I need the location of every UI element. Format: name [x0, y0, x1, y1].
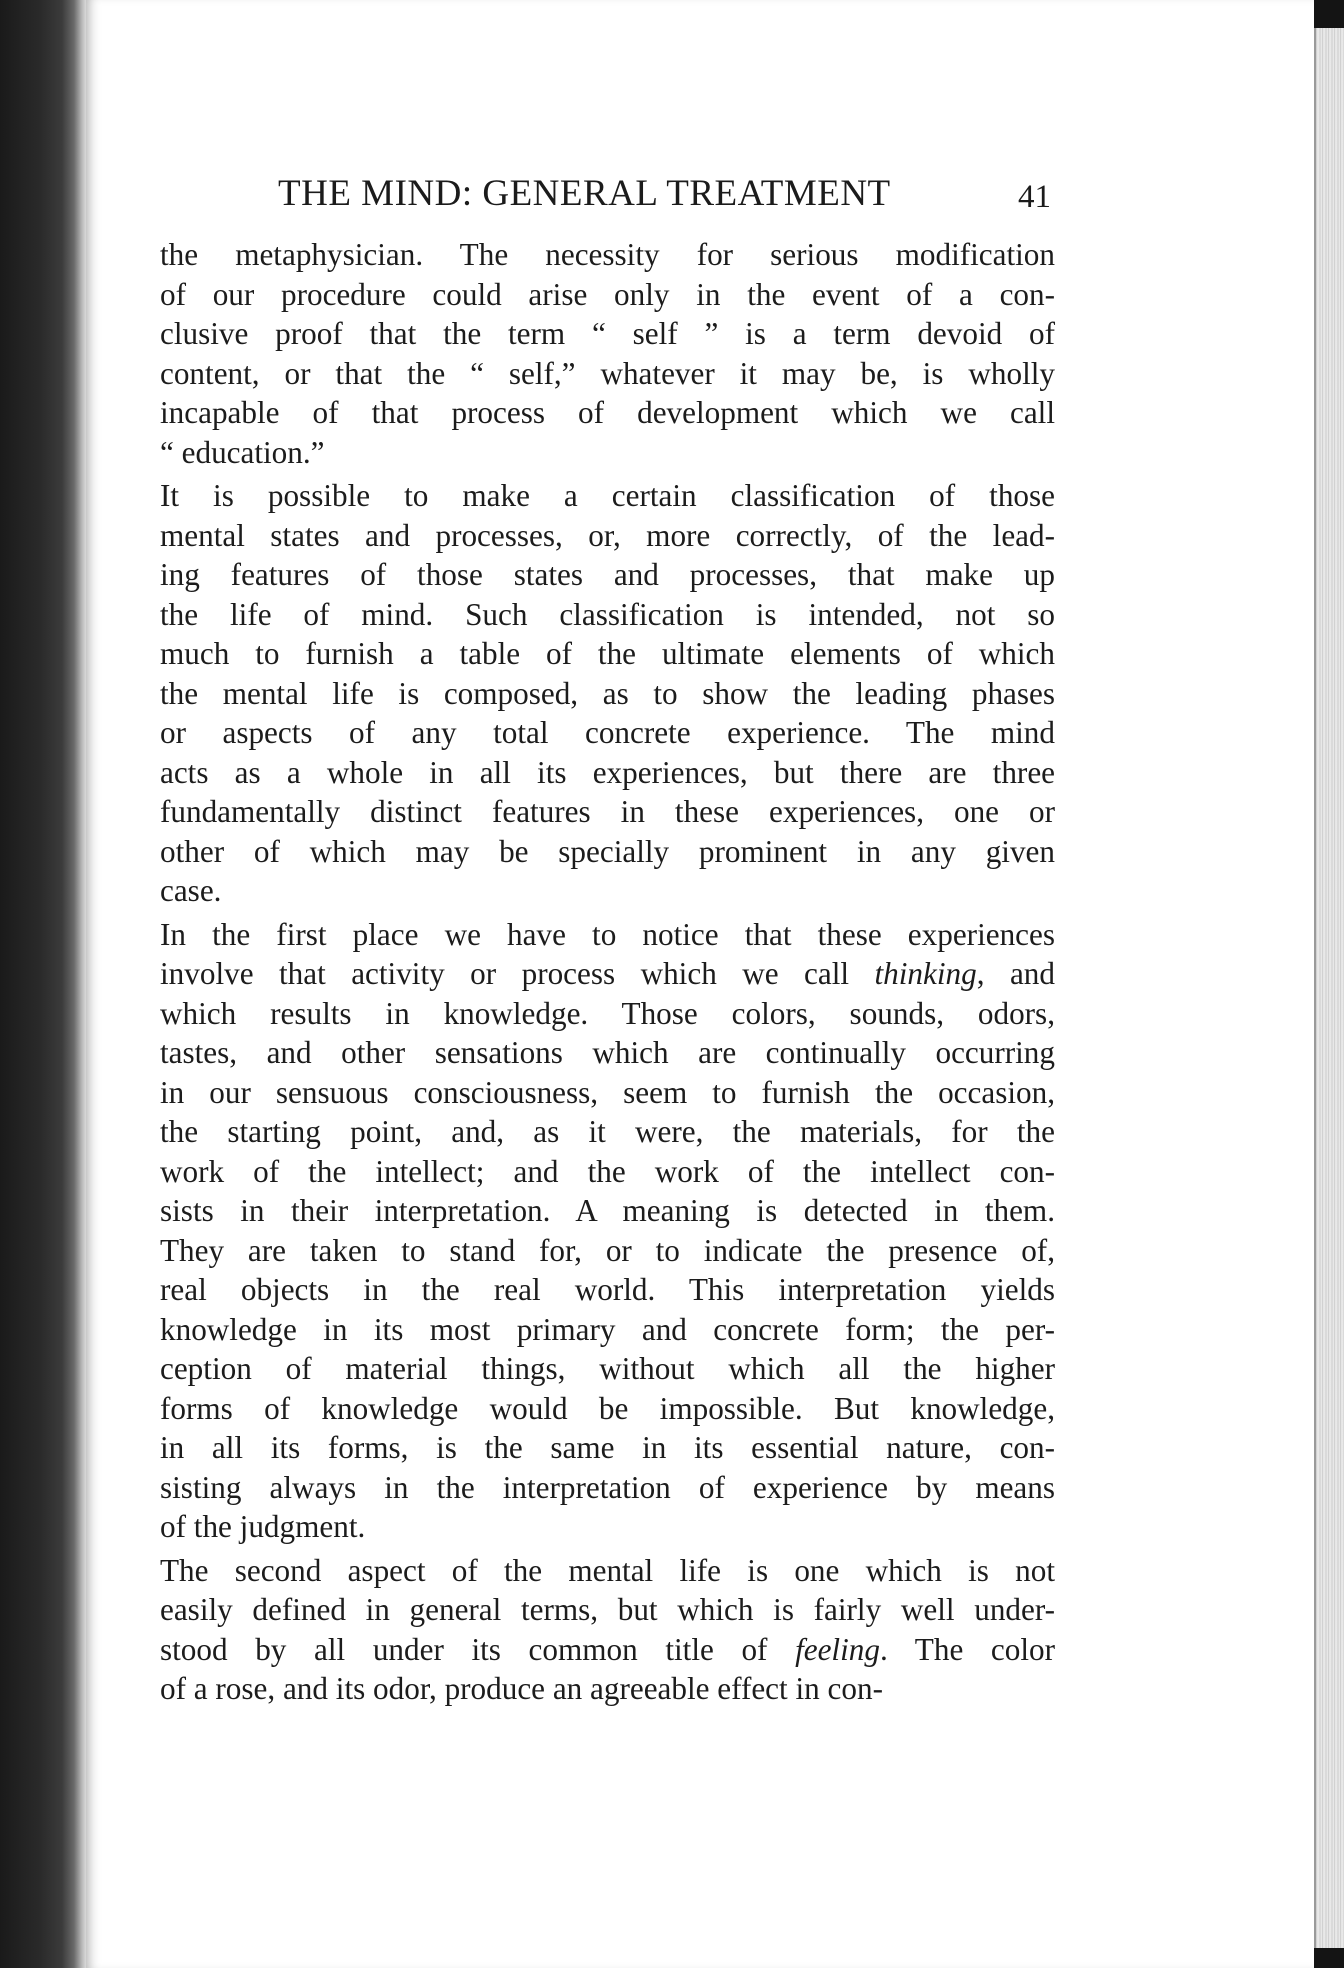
- page-edges: [1314, 28, 1344, 1948]
- text-line: in all its forms, is the same in its essential nature, con-: [160, 1430, 1055, 1465]
- paragraph-3: [160, 915, 1055, 1547]
- text-line: the metaphysician. The necessity for serious modification: [160, 237, 1055, 272]
- text-line: stood by all under its common title of feeling. The color: [160, 1631, 1055, 1667]
- text-line: knowledge in its most primary and concrete form; the per-: [160, 1311, 1055, 1347]
- text-line: ing features of those states and processes, that make up: [160, 557, 1055, 592]
- text-line: in our sensuous consciousness, seem to furnish the occasion,: [160, 1074, 1055, 1110]
- text-line: of a rose, and its odor, produce an agreeable effect in con-: [160, 1671, 883, 1706]
- text-line: the life of mind. Such classification is intended, not so: [160, 596, 1055, 632]
- text-line: work of the intellect; and the work of the intellect con-: [160, 1153, 1055, 1189]
- text-line: fundamentally distinct features in these experiences, one or: [160, 794, 1055, 829]
- text-line: the starting point, and, as it were, the materials, for the: [160, 1114, 1055, 1149]
- text-line: of our procedure could arise only in the event of a con-: [160, 276, 1055, 312]
- text-line: the mental life is composed, as to show the leading phases: [160, 675, 1055, 711]
- running-head: THE MIND: GENERAL TREATMENT: [278, 173, 891, 214]
- text-line: of the judgment.: [160, 1509, 366, 1544]
- text-line: or aspects of any total concrete experience. The mind: [160, 715, 1055, 750]
- page-number: 41: [1018, 179, 1051, 215]
- paragraph-4: [160, 1551, 1055, 1709]
- text-line: much to furnish a table of the ultimate elements of which: [160, 636, 1055, 671]
- text-line: easily defined in general terms, but which is fairly well under-: [160, 1592, 1055, 1627]
- text-line: ception of material things, without which all the higher: [160, 1351, 1055, 1386]
- text-line: sists in their interpretation. A meaning is detected in them.: [160, 1193, 1055, 1228]
- text-line: tastes, and other sensations which are continually occurring: [160, 1035, 1055, 1070]
- text-line: clusive proof that the term “ self ” is a term devoid of: [160, 316, 1055, 351]
- paragraph-2: [160, 476, 1055, 911]
- italic-term: feeling: [795, 1631, 880, 1667]
- text-line: case.: [160, 873, 222, 908]
- text-line: real objects in the real world. This interpretation yields: [160, 1272, 1055, 1307]
- text-line: content, or that the “ self,” whatever it may be, is wholly: [160, 355, 1055, 391]
- paragraph-1: [160, 235, 1055, 472]
- text-line: The second aspect of the mental life is one which is not: [160, 1552, 1055, 1588]
- text-line: forms of knowledge would be impossible. But knowledge,: [160, 1390, 1055, 1426]
- text-line: They are taken to stand for, or to indicate the presence of,: [160, 1232, 1055, 1268]
- text-line: which results in knowledge. Those colors, sounds, odors,: [160, 995, 1055, 1031]
- text-line: sisting always in the interpretation of experience by means: [160, 1469, 1055, 1505]
- text-line: It is possible to make a certain classification of those: [160, 478, 1055, 513]
- text-line: In the first place we have to notice that these experiences: [160, 916, 1055, 952]
- body-text: [160, 235, 1055, 1709]
- text-line: other of which may be specially prominent in any given: [160, 833, 1055, 869]
- text-line: incapable of that process of development which we call: [160, 395, 1055, 430]
- text-line: “ education.”: [160, 434, 325, 470]
- book-binding: [0, 0, 86, 1968]
- italic-term: thinking: [874, 956, 977, 991]
- text-line: acts as a whole in all its experiences, but there are three: [160, 754, 1055, 790]
- text-line: involve that activity or process which we call thinking, and: [160, 956, 1055, 991]
- text-line: mental states and processes, or, more correctly, of the lead-: [160, 517, 1055, 553]
